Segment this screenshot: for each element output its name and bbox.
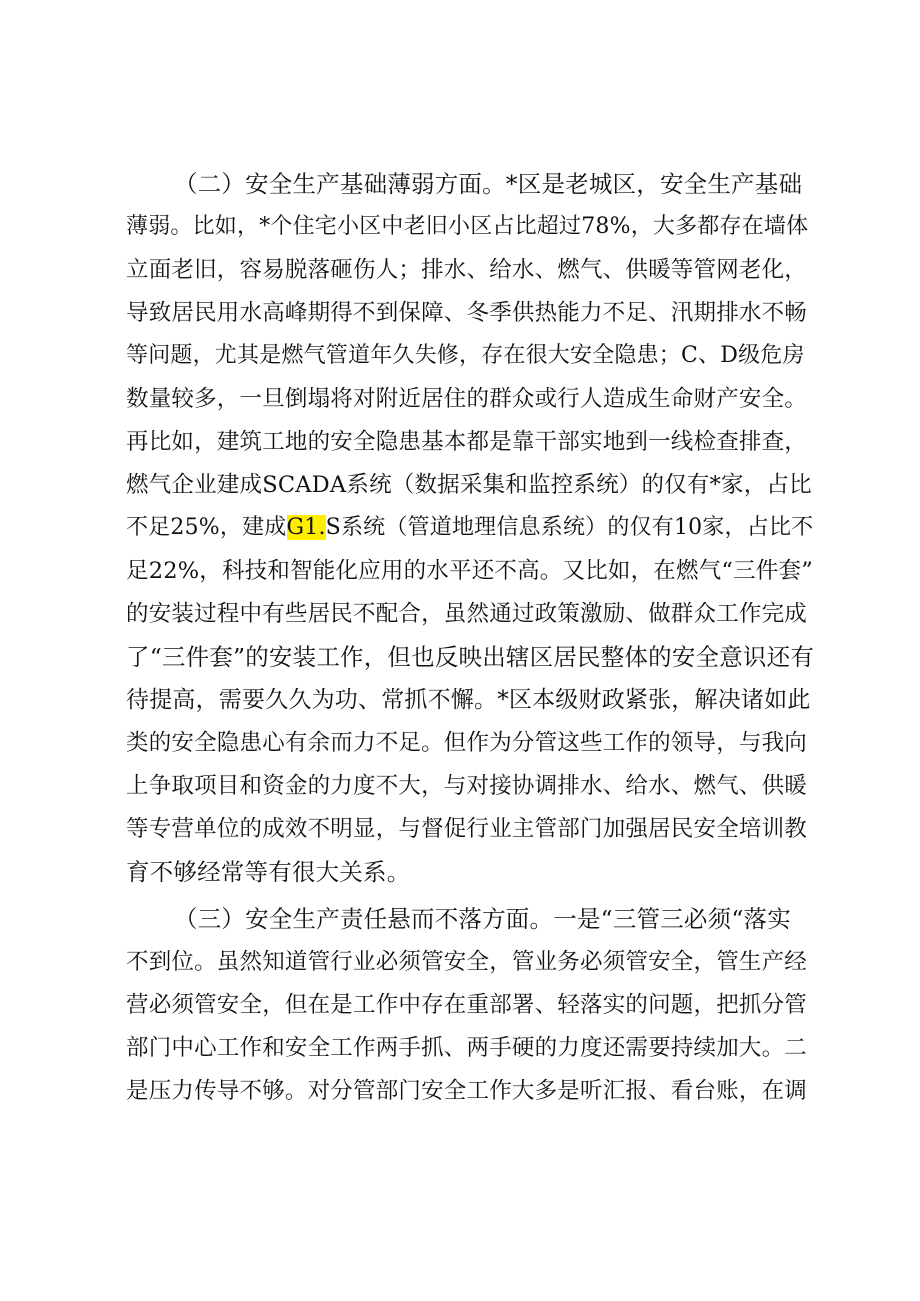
line-text-before: 不足25%，建成 (126, 515, 287, 540)
paragraph-2-line-7: 再比如，建筑工地的安全隐患基本都是靠干部实地到一线检查排查， (126, 429, 808, 455)
paragraph-2-line-2: 薄弱。比如，*个住宅小区中老旧小区占比超过78%，大多都存在墙体 (126, 214, 809, 239)
highlighted-text: G1. (286, 515, 326, 540)
paragraph-2-line-1: （二）安全生产基础薄弱方面。*区是老城区，安全生产基础 (174, 170, 803, 198)
paragraph-3-line-3: 营必须管安全，但在是工作中存在重部署、轻落实的问题，把抓分管 (126, 992, 808, 1018)
paragraph-2-line-9 (126, 508, 816, 548)
paragraph-3-line-4: 部门中心工作和安全工作两手抓、两手硬的力度还需要持续加大。二 (126, 1035, 808, 1061)
paragraph-2-line-12: 了“三件套”的安装工作，但也反映出辖区居民整体的安全意识还有 (126, 643, 815, 671)
paragraph-2-line-15: 上争取项目和资金的力度不大，与对接协调排水、给水、燃气、供暖 (126, 773, 808, 799)
paragraph-2-line-16: 等专营单位的成效不明显，与督促行业主管部门加强居民安全培训教 (126, 816, 808, 842)
paragraph-2-line-13: 待提高，需要久久为功、常抓不懈。*区本级财政紧张，解决诸如此 (126, 687, 811, 713)
paragraph-3-line-2: 不到位。虽然知道管行业必须管安全，管业务必须管安全，管生产经 (126, 949, 808, 975)
paragraph-2-line-8: 燃气企业建成SCADA系统（数据采集和监控系统）的仅有*家，占比 (126, 472, 812, 498)
paragraph-2-line-11: 的安装过程中有些居民不配合，虽然通过政策激励、做群众工作完成 (126, 601, 808, 627)
paragraph-2-line-3: 立面老旧，容易脱落砸伤人；排水、给水、燃气、供暖等管网老化， (126, 257, 808, 283)
paragraph-2-line-17: 育不够经常等有很大关系。 (126, 858, 411, 886)
line-text-after: S系统（管道地理信息系统）的仅有10家，占比不 (325, 515, 814, 540)
paragraph-2-line-10: 足22%，科技和智能化应用的水平还不高。又比如，在燃气“三件套” (126, 558, 813, 584)
paragraph-3-line-5: 是压力传导不够。对分管部门安全工作大多是听汇报、看台账，在调 (126, 1078, 808, 1104)
paragraph-2-line-4: 导致居民用水高峰期得不到保障、冬季供热能力不足、汛期排水不畅 (126, 300, 808, 326)
paragraph-2-line-6: 数量较多，一旦倒塌将对附近居住的群众或行人造成生命财产安全。 (126, 386, 808, 412)
paragraph-3-line-1: （三）安全生产责任悬而不落方面。一是“三管三必须“落实 (174, 905, 791, 933)
paragraph-2-line-5: 等问题，尤其是燃气管道年久失修，存在很大安全隐患；C、D级危房 (126, 343, 805, 368)
paragraph-2-line-14: 类的安全隐患心有余而力不足。但作为分管这些工作的领导，与我向 (126, 730, 808, 756)
